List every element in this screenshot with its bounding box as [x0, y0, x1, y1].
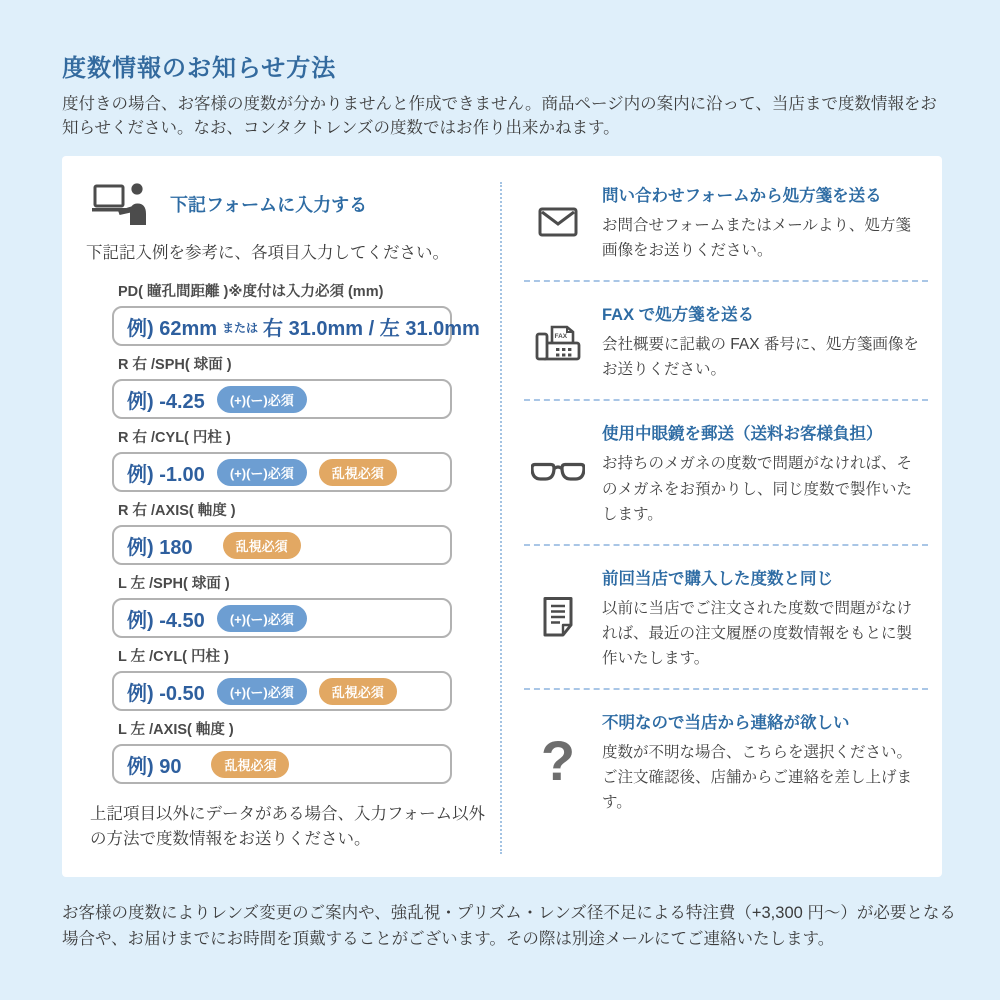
method-title: 使用中眼鏡を郵送（送料お客様負担） — [602, 425, 883, 444]
field-example-connector: または — [222, 321, 259, 335]
fax-icon — [535, 321, 581, 361]
field-example-box — [112, 379, 452, 419]
field-row-r-axis — [112, 502, 500, 565]
method-mail-glasses — [524, 401, 928, 545]
method-title: FAX で処方箋を送る — [602, 306, 755, 325]
field-row-pd — [112, 283, 500, 346]
field-row-l-axis — [112, 721, 500, 784]
method-icon-wrap — [524, 180, 592, 263]
field-label: L 左 /AXIS( 軸度 ) — [118, 722, 234, 738]
astigmatism-required-badge: 乱視必須 — [211, 751, 289, 778]
form-subheading: 下記記入例を参考に、各項目入力してください。 — [86, 244, 449, 262]
plus-minus-required-badge: (+)(ー)必須 — [217, 678, 307, 705]
person-at-computer-icon — [92, 182, 150, 225]
question-icon: ? — [540, 729, 576, 793]
field-example-box — [112, 598, 452, 638]
field-label: L 左 /CYL( 円柱 ) — [118, 649, 229, 665]
method-icon-wrap — [524, 299, 592, 382]
astigmatism-required-badge: 乱視必須 — [223, 532, 301, 559]
column-divider — [500, 182, 502, 854]
field-label: L 左 /SPH( 球面 ) — [118, 576, 230, 592]
method-title: 前回当店で購入した度数と同じ — [602, 569, 833, 588]
field-example-value: 例) -0.50 — [127, 682, 205, 705]
field-example-value: 例) 180 — [127, 536, 193, 559]
field-example-box — [112, 525, 452, 565]
method-text — [592, 180, 924, 263]
field-example-box — [112, 452, 452, 492]
field-row-r-cyl — [112, 429, 500, 492]
field-example-value2: 右 31.0mm / 左 31.0mm — [263, 317, 480, 340]
field-row-l-cyl — [112, 648, 500, 711]
methods-column — [524, 172, 928, 832]
field-label: R 右 /AXIS( 軸度 ) — [118, 503, 236, 519]
method-body: 会社概要に記載の FAX 番号に、処方箋画像をお送りください。 — [602, 336, 919, 379]
form-header — [92, 182, 500, 225]
method-unknown-contact — [524, 690, 928, 832]
field-example-value: 例) 62mm — [127, 317, 218, 340]
form-fields — [112, 283, 500, 784]
content-panel — [62, 156, 942, 877]
method-text — [592, 299, 924, 382]
intro-text: 度付きの場合、お客様の度数が分かりませんと作成できません。商品ページ内の案内に沿って、当店まで度数情報をお知らせください。なお、コンタクトレンズの度数ではお作り出来かねます。 — [62, 95, 937, 138]
method-text — [592, 707, 924, 815]
field-example-value: 例) -1.00 — [127, 463, 205, 486]
method-title: 不明なので当店から連絡が欲しい — [602, 714, 850, 733]
document-icon — [539, 596, 577, 638]
field-label: R 右 /SPH( 球面 ) — [118, 357, 232, 373]
method-icon-wrap — [524, 418, 592, 526]
method-text — [592, 418, 924, 526]
field-row-r-sph — [112, 356, 500, 419]
form-note: 上記項目以外にデータがある場合、入力フォーム以外の方法で度数情報をお送りください。 — [90, 805, 486, 848]
field-example-box — [112, 744, 452, 784]
method-icon-wrap — [524, 707, 592, 815]
form-column — [62, 156, 500, 852]
form-heading: 下記フォームに入力する — [170, 194, 368, 215]
method-body: お問合せフォームまたはメールより、処方箋画像をお送りください。 — [602, 217, 911, 260]
method-title: 問い合わせフォームから処方箋を送る — [602, 187, 882, 205]
method-body: 以前に当店でご注文された度数で問題がなければ、最近の注文履歴の度数情報をもとに製作いたします。 — [602, 599, 913, 667]
envelope-icon — [538, 207, 578, 237]
field-example-value: 例) 90 — [127, 755, 182, 778]
method-previous-order — [524, 546, 928, 690]
footer-note: お客様の度数によりレンズ変更のご案内や、強乱視・プリズム・レンズ径不足による特注費（+3,300 円〜）が必要となる場合や、お届けまでにお時間を頂戴することがございます。その際は別途メールにてご連絡いたします。 — [62, 904, 956, 948]
field-label: R 右 /CYL( 円柱 ) — [118, 430, 231, 446]
glasses-icon — [531, 461, 585, 485]
field-example-value: 例) -4.25 — [127, 390, 205, 413]
field-label: PD( 瞳孔間距離 )※度付は入力必須 (mm) — [118, 284, 384, 300]
plus-minus-required-badge: (+)(ー)必須 — [217, 386, 307, 413]
method-body: 度数が不明な場合、こちらを選択ください。ご注文確認後、店舗からご連絡を差し上げます。 — [602, 744, 913, 812]
field-example-box — [112, 671, 452, 711]
astigmatism-required-badge: 乱視必須 — [319, 459, 397, 486]
fax-icon-label: FAX — [554, 332, 568, 340]
page-title: 度数情報のお知らせ方法 — [62, 55, 337, 82]
method-icon-wrap — [524, 563, 592, 671]
method-contact-form — [524, 172, 928, 282]
field-row-l-sph — [112, 575, 500, 638]
method-body: お持ちのメガネの度数で問題がなければ、そのメガネをお預かりし、同じ度数で製作いたします。 — [602, 455, 913, 523]
method-text — [592, 563, 924, 671]
plus-minus-required-badge: (+)(ー)必須 — [217, 605, 307, 632]
astigmatism-required-badge: 乱視必須 — [319, 678, 397, 705]
plus-minus-required-badge: (+)(ー)必須 — [217, 459, 307, 486]
fax-icon-buttons — [556, 348, 571, 357]
field-example-box — [112, 306, 480, 346]
field-example-value: 例) -4.50 — [127, 609, 205, 632]
method-fax — [524, 282, 928, 401]
